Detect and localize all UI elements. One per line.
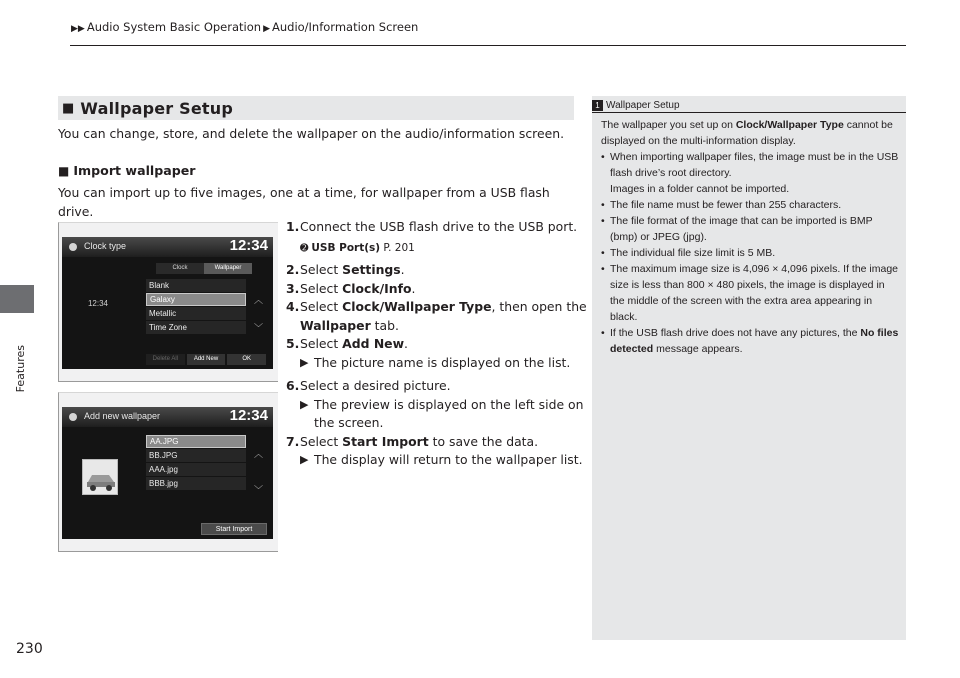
note-bullet <box>601 149 901 197</box>
step-5 <box>288 335 588 354</box>
step-keyword: Start Import <box>342 433 429 449</box>
header-rule <box>70 45 906 46</box>
note-text: If the USB flash drive does not have any pictures, the <box>610 327 861 339</box>
step-1 <box>288 218 588 237</box>
step-3 <box>288 280 588 299</box>
car-preview-image <box>82 459 118 495</box>
chevron-up-icon[interactable]: ︿ <box>253 450 263 460</box>
step-number: 7. <box>286 433 300 449</box>
step-text: Select <box>300 433 343 449</box>
ok-button[interactable]: OK <box>227 354 266 365</box>
note-text: The wallpaper you set up on <box>601 119 736 131</box>
home-icon <box>69 243 77 251</box>
bullet-dot-icon: • <box>601 215 605 227</box>
chapter-tab <box>0 285 34 313</box>
breadcrumb <box>71 20 418 34</box>
result-text: The display will return to the wallpaper list. <box>314 452 583 467</box>
step-number: 4. <box>286 299 300 314</box>
list-item-selected[interactable]: Galaxy <box>146 293 246 306</box>
step-text: tab. <box>370 317 399 333</box>
screen-button-row <box>146 354 266 365</box>
step-text: , then open the <box>491 299 587 314</box>
result-arrow-icon: ▶ <box>300 355 309 369</box>
double-arrow-icon: ▶▶ <box>71 24 85 34</box>
list-item[interactable]: Blank <box>146 279 246 292</box>
step-text: Select <box>300 299 343 314</box>
screen-clock: 12:34 <box>229 237 268 254</box>
reference-page: P. 201 <box>380 241 415 254</box>
bullet-dot-icon: • <box>601 263 605 275</box>
reference-label: USB Port(s) <box>311 241 381 254</box>
screenshot-clock-type <box>58 222 278 382</box>
add-new-button[interactable]: Add New <box>187 354 226 365</box>
note-paragraph <box>601 117 901 149</box>
chapter-label: Features <box>14 345 27 393</box>
subsection-body: You can import up to five images, one at a time, for wallpaper from a USB flash drive. <box>58 185 550 219</box>
step-number: 6. <box>286 378 300 393</box>
chevron-down-icon[interactable]: ﹀ <box>253 324 263 334</box>
result-arrow-icon: ▶ <box>300 453 309 466</box>
clock-preview-time: 12:34 <box>87 299 109 308</box>
step-5-result <box>288 354 588 373</box>
note-text: message appears. <box>653 343 743 355</box>
bullet-dot-icon: • <box>601 247 605 259</box>
section-title: Wallpaper Setup <box>80 98 234 118</box>
step-6 <box>288 377 588 396</box>
file-list <box>146 435 246 491</box>
note-text: The individual file size limit is 5 MB. <box>610 247 776 259</box>
breadcrumb-item-audio-info-screen[interactable]: Audio/Information Screen <box>271 20 419 34</box>
start-import-button[interactable]: Start Import <box>201 523 267 535</box>
step-7 <box>288 433 588 452</box>
step-text: Select <box>300 336 343 351</box>
list-item[interactable]: BBB.jpg <box>146 477 246 490</box>
screen-title-bar <box>62 237 273 257</box>
delete-all-button[interactable]: Delete All <box>146 354 185 365</box>
list-item[interactable]: BB.JPG <box>146 449 246 462</box>
note-text: When importing wallpaper files, the image must be in the USB flash drive’s root directory. <box>610 151 899 179</box>
wallpaper-list <box>146 279 246 335</box>
subsection-title: Import wallpaper <box>73 163 196 178</box>
step-number: 2. <box>286 262 300 277</box>
note-title: Wallpaper Setup <box>606 100 680 111</box>
note-body <box>601 117 901 357</box>
step-number: 3. <box>286 280 300 296</box>
screen-title: Clock type <box>84 241 127 251</box>
screenshot-add-wallpaper <box>58 392 278 552</box>
step-text: to save the data. <box>428 433 539 449</box>
step-keyword: Clock/Info <box>342 280 412 296</box>
step-text: . <box>400 262 405 277</box>
subsection-heading <box>58 163 195 178</box>
note-panel <box>592 96 906 640</box>
note-bullet <box>601 261 901 325</box>
note-bullet <box>601 245 901 261</box>
section-heading <box>58 96 574 120</box>
list-item[interactable]: Time Zone <box>146 321 246 334</box>
note-bullet <box>601 197 901 213</box>
steps-list <box>288 218 588 470</box>
screen-title: Add new wallpaper <box>84 411 161 421</box>
screen-title-bar <box>62 407 273 427</box>
list-item[interactable]: AAA.jpg <box>146 463 246 476</box>
step-number: 5. <box>286 336 300 351</box>
step-text: Select <box>300 280 343 296</box>
note-text: The maximum image size is 4,096 × 4,096 pixels. If the image size is less than 800 × 480 pixels, the image is displayed in the middle of the screen with the extra area appearing in black. <box>610 263 899 323</box>
page-number: 230 <box>16 641 43 657</box>
note-text: Images in a folder cannot be imported. <box>610 183 790 195</box>
note-keyword: No files detected <box>610 327 899 355</box>
home-icon <box>69 413 77 421</box>
step-text: Select a desired picture. <box>300 378 451 393</box>
step-keyword: Add New <box>342 336 405 351</box>
chevron-up-icon[interactable]: ︿ <box>253 296 263 306</box>
note-rule <box>592 112 906 113</box>
screen-clock: 12:34 <box>229 407 268 424</box>
step-keyword: Wallpaper <box>300 317 371 333</box>
step-text: . <box>404 336 408 351</box>
list-item-selected[interactable]: AA.JPG <box>146 435 246 448</box>
tab-clock[interactable]: Clock <box>156 263 204 274</box>
step-keyword: Clock/Wallpaper Type <box>342 299 492 314</box>
note-heading <box>592 100 680 111</box>
step-keyword: Settings <box>342 262 401 277</box>
square-bullet-icon: ■ <box>62 100 75 116</box>
note-keyword: Clock/Wallpaper Type <box>735 119 844 131</box>
step-text: . <box>411 280 416 296</box>
step-7-result <box>288 451 588 470</box>
list-item[interactable]: Metallic <box>146 307 246 320</box>
result-arrow-icon: ▶ <box>300 397 309 411</box>
chevron-down-icon[interactable]: ﹀ <box>253 486 263 496</box>
square-bullet-icon: ■ <box>58 164 70 178</box>
step-6-result <box>288 396 588 433</box>
bullet-dot-icon: • <box>601 151 605 163</box>
result-text: The preview is displayed on the left side on the screen. <box>314 396 584 430</box>
note-text: The file format of the image that can be imported is BMP (bmp) or JPEG (jpg). <box>610 215 873 243</box>
step-4 <box>288 298 588 335</box>
clock-preview <box>70 299 126 327</box>
step-number: 1. <box>286 219 300 234</box>
step-text: Connect the USB flash drive to the USB port. <box>300 219 578 234</box>
step-text: Select <box>300 262 343 277</box>
step-2 <box>288 261 588 280</box>
screen-tabs <box>156 263 252 274</box>
screen-add-wallpaper <box>62 407 273 539</box>
arrow-icon: ▶ <box>263 24 270 34</box>
bullet-dot-icon: • <box>601 327 605 339</box>
screen-clock-type <box>62 237 273 369</box>
section-intro: You can change, store, and delete the wallpaper on the audio/information screen. <box>58 126 565 141</box>
cross-reference[interactable] <box>288 239 588 259</box>
bullet-dot-icon: • <box>601 199 605 211</box>
tab-wallpaper[interactable]: Wallpaper <box>204 263 252 274</box>
note-text: cannot be displayed on the multi-information display. <box>601 119 893 147</box>
note-icon: 1 <box>592 100 603 111</box>
note-bullet <box>601 325 901 357</box>
note-text: The file name must be fewer than 255 characters. <box>610 199 842 211</box>
result-text: The picture name is displayed on the list. <box>314 354 571 370</box>
note-bullet <box>601 213 901 245</box>
reference-arrow-icon: ➋ <box>300 242 309 254</box>
breadcrumb-item-audio-system[interactable]: Audio System Basic Operation <box>86 20 262 34</box>
